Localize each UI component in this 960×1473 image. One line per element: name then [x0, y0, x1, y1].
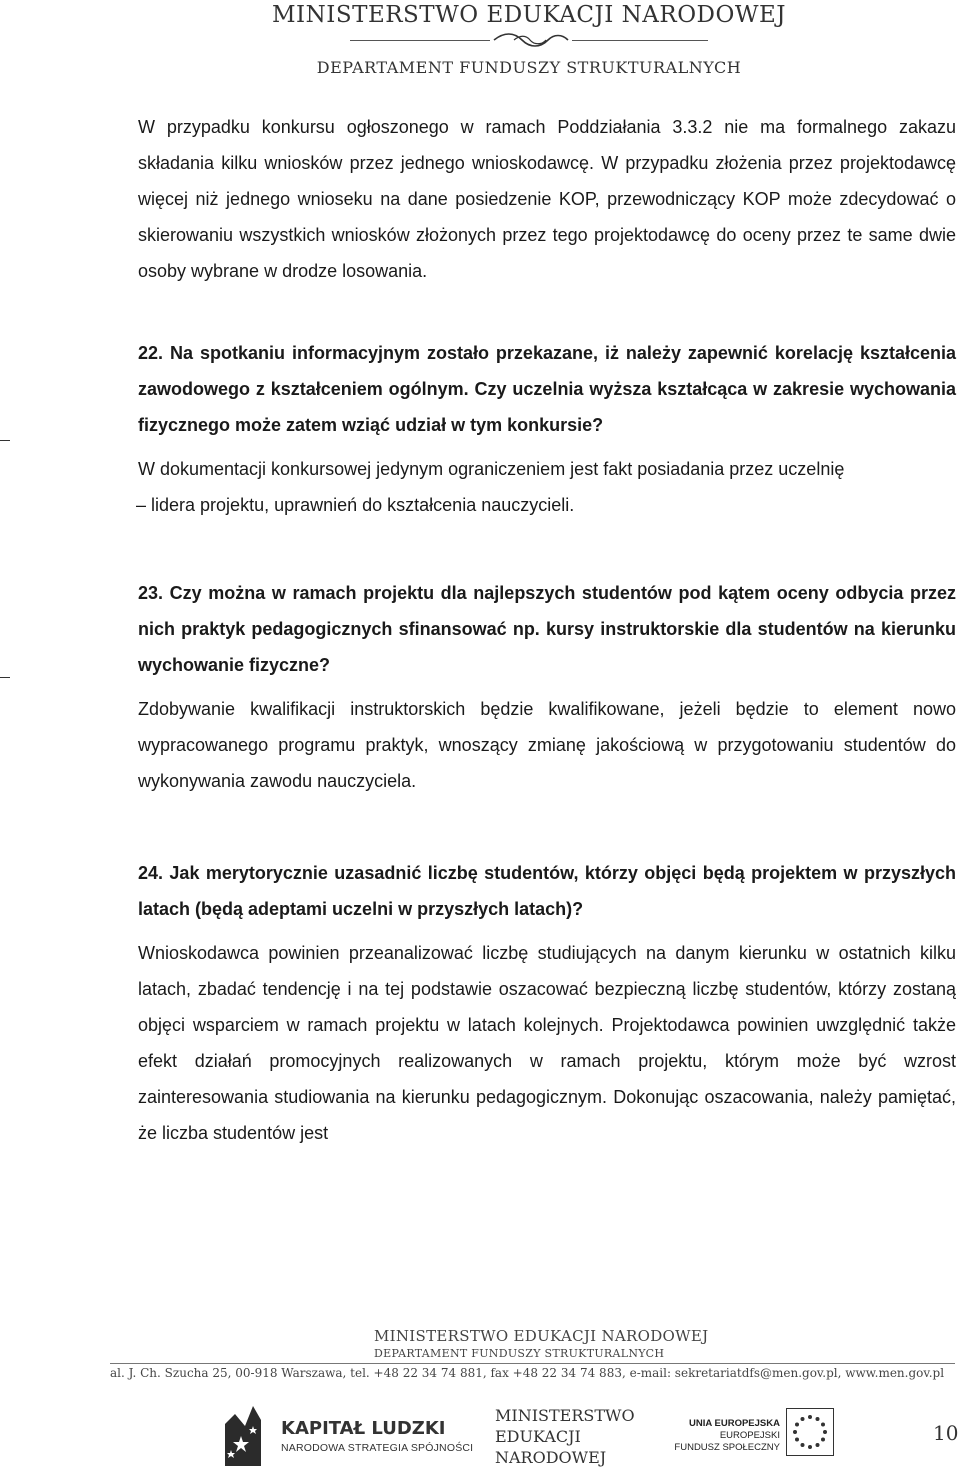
men-logo-line: MINISTERSTWO: [495, 1406, 635, 1425]
eu-label-line: FUNDUSZ SPOŁECZNY: [674, 1442, 780, 1453]
header-rule-left: [350, 40, 490, 41]
question-23: 23. Czy można w ramach projektu dla najlepszych studentów pod kątem oceny odbycia przez nich praktyk pedagogicznych sfinansować np. kursy instruktorskie dla studentów na kierunku wychowanie fizyczne?: [138, 583, 956, 675]
page-number: 10: [933, 1421, 959, 1445]
margin-dash: [0, 677, 10, 678]
men-logo-line: NARODOWEJ: [495, 1448, 607, 1467]
header-rule-right: [572, 40, 708, 41]
header-ornament-icon: [492, 31, 570, 49]
footer-title: MINISTERSTWO EDUKACJI NARODOWEJ: [374, 1327, 709, 1345]
answer-23: Zdobywanie kwalifikacji instruktorskich będzie kwalifikowane, jeżeli będzie to element nowo wypracowanego programu praktyk, wnoszący zmianę jakościową w przygotowaniu studentów do wykonywania zawodu nauczyciela.: [138, 699, 956, 791]
footer-subtitle: DEPARTAMENT FUNDUSZY STRUKTURALNYCH: [374, 1347, 665, 1360]
footer-address: al. J. Ch. Szucha 25, 00-918 Warszawa, tel. +48 22 34 74 881, fax +48 22 34 74 883, e-mail: sekretariatdfs@men.gov.pl, www.men.gov.pl: [110, 1366, 945, 1380]
question-24: 24. Jak merytorycznie uzasadnić liczbę studentów, którzy objęci będą projektem w przyszłych latach (będą adeptami uczelni w przyszłych latach)?: [138, 863, 956, 919]
header-subtitle: DEPARTAMENT FUNDUSZY STRUKTURALNYCH: [316, 58, 742, 77]
margin-dash: [0, 440, 10, 441]
answer-22-line-1: W dokumentacji konkursowej jedynym ograniczeniem jest fakt posiadania przez uczelnię: [138, 459, 845, 479]
answer-22-line-2: – lidera projektu, uprawnień do kształcenia nauczycieli.: [136, 495, 575, 515]
men-logo: [495, 1405, 635, 1468]
question-22: 22. Na spotkaniu informacyjnym zostało przekazane, iż należy zapewnić korelację kształcenia zawodowego z kształceniem ogólnym. Czy uczelnia wyższa kształcąca w zakresie wychowania fizycznego może zatem wziąć udział w tym konkursie?: [138, 343, 956, 435]
eu-label-line: EUROPEJSKI: [719, 1430, 780, 1441]
answer-24: Wnioskodawca powinien przeanalizować liczbę studiujących na danym kierunku w ostatnich kilku latach, zbadać tendencję i na tej podstawie oszacować bezpieczną liczbę studentów, którzy zostaną objęci wsparciem w ramach projektu w latach kolejnych. Projektodawca powinien uwzględnić także efekt działań promocyjnych realizowanych w ramach projektu, którym może być wzrost zainteresowania studiowania na kierunku pedagogicznym. Dokonując oszacowania, należy pamiętać, że liczba studentów jest: [138, 943, 956, 1143]
men-logo-line: EDUKACJI: [495, 1427, 581, 1446]
paragraph-intro: W przypadku konkursu ogłoszonego w ramach Poddziałania 3.3.2 nie ma formalnego zakazu składania kilku wniosków przez jednego wnioskodawcę. W przypadku złożenia przez projektodawcę więcej niż jednego wnioseku na dane posiedzenie KOP, przewodniczący KOP może zdecydować o skierowaniu wszystkich wniosków złożonych przez tego projektodawcę do oceny przez te same dwie osoby wybrane w drodze losowania.: [138, 117, 956, 281]
eu-label-line: UNIA EUROPEJSKA: [689, 1418, 780, 1429]
kapital-ludzki-name: KAPITAŁ LUDZKI: [281, 1418, 446, 1439]
kapital-ludzki-tagline: NARODOWA STRATEGIA SPÓJNOŚCI: [281, 1442, 474, 1454]
eu-label: [672, 1418, 780, 1454]
document-body: [138, 109, 956, 1151]
kapital-ludzki-logo-icon: [219, 1396, 267, 1468]
header-title: MINISTERSTWO EDUKACJI NARODOWEJ: [272, 2, 786, 28]
eu-flag-icon: [786, 1408, 834, 1456]
footer-rule: [110, 1363, 955, 1364]
